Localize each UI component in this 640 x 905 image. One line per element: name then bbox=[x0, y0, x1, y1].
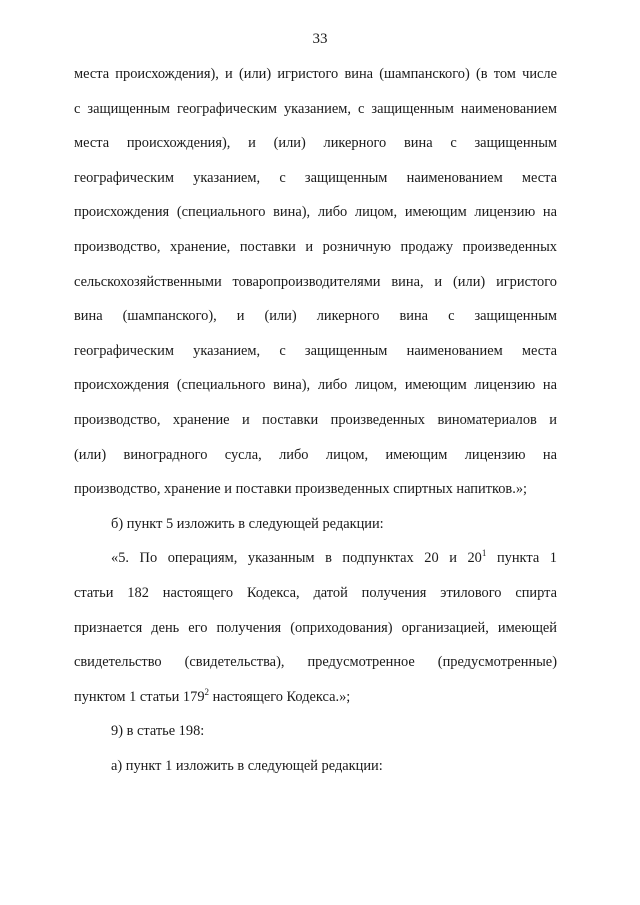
text-line: происхождения (специального вина), либо лицом, имеющим лицензию на bbox=[74, 377, 557, 394]
text-segment: пунктом 1 статьи 179 bbox=[74, 688, 205, 705]
paragraph-heading: а) пункт 1 изложить в следующей редакции: bbox=[111, 757, 383, 774]
text-line bbox=[74, 547, 557, 582]
text-line: сельскохозяйственными товаропроизводителями вина, и (или) игристого bbox=[74, 273, 557, 290]
text-line: происхождения (специального вина), либо лицом, имеющим лицензию на bbox=[74, 204, 557, 221]
text-segment: «5. По операциям, указанным в подпунктах 20 и 20 bbox=[111, 550, 482, 567]
paragraph-heading: 9) в статье 198: bbox=[111, 723, 205, 740]
text-line: свидетельство (свидетельства), предусмотренное (предусмотренные) bbox=[74, 654, 557, 671]
text-line: географическим указанием, с защищенным наименованием места bbox=[74, 342, 557, 359]
text-line: с защищенным географическим указанием, с защищенным наименованием bbox=[74, 100, 557, 117]
superscript: 1 bbox=[481, 548, 487, 559]
page-number: 33 bbox=[312, 31, 328, 47]
text-line: признается день его получения (оприходования) организацией, имеющей bbox=[74, 619, 557, 636]
text-line: статьи 182 настоящего Кодекса, датой получения этилового спирта bbox=[74, 584, 557, 601]
text-segment: настоящего Кодекса.»; bbox=[209, 688, 351, 705]
text-line: географическим указанием, с защищенным наименованием места bbox=[74, 169, 557, 186]
text-line: производство, хранение и поставки произведенных виноматериалов и bbox=[74, 411, 557, 428]
text-line: места происхождения), и (или) игристого вина (шампанского) (в том числе bbox=[74, 66, 557, 82]
text-line: производство, хранение и поставки произведенных спиртных напитков.»; bbox=[74, 481, 528, 498]
text-line: места происхождения), и (или) ликерного вина с защищенным bbox=[74, 135, 557, 152]
text-line bbox=[74, 686, 557, 721]
text-segment: пункта 1 bbox=[486, 550, 557, 567]
document-body bbox=[74, 63, 557, 789]
text-line: (или) виноградного сусла, либо лицом, имеющим лицензию на bbox=[74, 446, 557, 463]
paragraph-heading: б) пункт 5 изложить в следующей редакции: bbox=[111, 515, 384, 532]
superscript: 2 bbox=[204, 686, 210, 697]
text-line: вина (шампанского), и (или) ликерного вина с защищенным bbox=[74, 308, 557, 325]
text-line: производство, хранение, поставки и розничную продажу произведенных bbox=[74, 238, 557, 255]
